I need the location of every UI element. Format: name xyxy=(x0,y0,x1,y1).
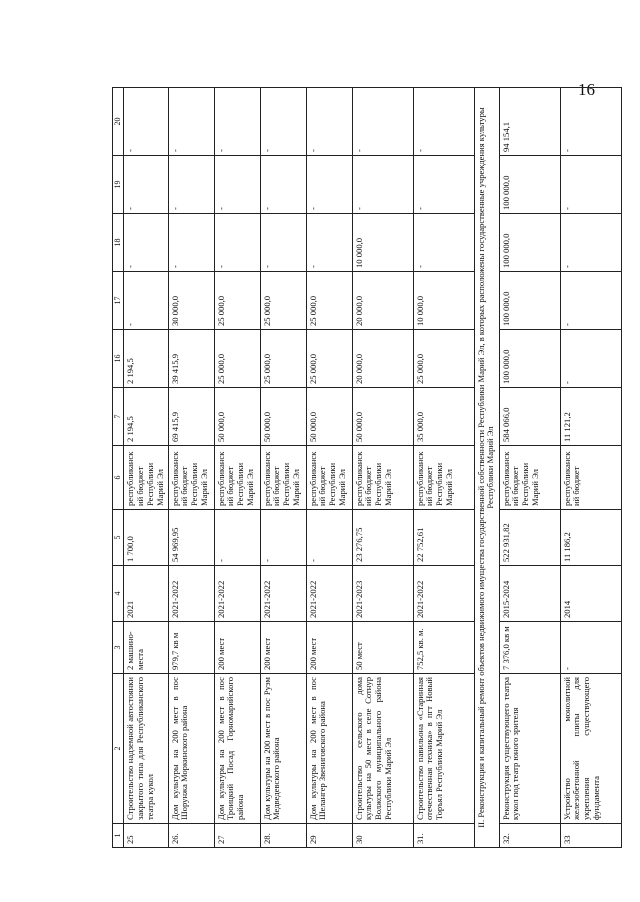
estimated-cost-cell: - xyxy=(214,510,260,566)
col-number: 1 xyxy=(113,824,124,848)
estimated-cost-cell: 522 931,82 xyxy=(499,510,560,566)
amount-2022-cell: 25 000,0 xyxy=(306,272,352,330)
years-cell: 2021-2022 xyxy=(306,566,352,622)
amount-2024-cell: - xyxy=(260,156,306,214)
amount-2022-cell: 20 000,0 xyxy=(352,272,413,330)
table-row xyxy=(124,88,169,848)
row-number-cell: 33 xyxy=(560,824,621,848)
amount-2021-cell: 20 000,0 xyxy=(352,330,413,388)
amount-2022-cell: 25 000,0 xyxy=(260,272,306,330)
col-number: 19 xyxy=(113,156,124,214)
object-name-cell: Дом культуры на 200 мест в пос Руэм Медведевского района xyxy=(260,674,306,824)
total-amount-cell: 11 121,2 xyxy=(560,388,621,446)
col-number: 18 xyxy=(113,214,124,272)
years-cell: 2021-2022 xyxy=(260,566,306,622)
row-number-cell: 27 xyxy=(214,824,260,848)
years-cell: 2015-2024 xyxy=(499,566,560,622)
total-amount-cell: 50 000,0 xyxy=(306,388,352,446)
total-amount-cell: 50 000,0 xyxy=(214,388,260,446)
capacity-cell: 752,5 кв. м. xyxy=(413,622,474,674)
section-heading-row xyxy=(474,88,499,848)
object-name-cell: Устройство монолитной железобетонной плиты для укрепления существующего фундамента xyxy=(560,674,621,824)
years-cell: 2021-2022 xyxy=(214,566,260,622)
amount-2025-cell: - xyxy=(413,88,474,156)
col-number: 3 xyxy=(113,622,124,674)
row-number-cell: 26. xyxy=(168,824,214,848)
table-row xyxy=(214,88,260,848)
col-number: 2 xyxy=(113,674,124,824)
amount-2021-cell: 25 000,0 xyxy=(413,330,474,388)
amount-2022-cell: 100 000,0 xyxy=(499,272,560,330)
capacity-cell: 200 мест xyxy=(306,622,352,674)
amount-2024-cell: - xyxy=(560,156,621,214)
estimated-cost-cell: 1 700,0 xyxy=(124,510,169,566)
amount-2025-cell: - xyxy=(260,88,306,156)
col-number: 17 xyxy=(113,272,124,330)
capacity-cell: 2 машино-места xyxy=(124,622,169,674)
objects-table xyxy=(112,87,622,848)
estimated-cost-cell: 54 969,95 xyxy=(168,510,214,566)
amount-2023-cell: - xyxy=(260,214,306,272)
years-cell: 2021-2022 xyxy=(168,566,214,622)
funding-source-cell: республиканский бюджет Республики Марий Эл xyxy=(306,446,352,510)
amount-2021-cell: - xyxy=(560,330,621,388)
object-name-cell: Дом культуры на 200 мест в пос Шорунжа Моркинского района xyxy=(168,674,214,824)
amount-2025-cell: - xyxy=(560,88,621,156)
amount-2022-cell: 25 000,0 xyxy=(214,272,260,330)
col-number: 16 xyxy=(113,330,124,388)
amount-2021-cell: 2 194,5 xyxy=(124,330,169,388)
table-row xyxy=(168,88,214,848)
amount-2022-cell: 10 000,0 xyxy=(413,272,474,330)
amount-2024-cell: - xyxy=(214,156,260,214)
amount-2021-cell: 39 415,9 xyxy=(168,330,214,388)
amount-2022-cell: - xyxy=(560,272,621,330)
amount-2024-cell: 100 000,0 xyxy=(499,156,560,214)
section-heading: II. Реконструкция и капитальный ремонт объектов недвижимого имущества государственной собственности Республики Марий Эл, в которых расположены государственные учреждения культуры Республики Марий Эл xyxy=(474,88,499,848)
page-number: 16 xyxy=(578,80,595,99)
table-row xyxy=(306,88,352,848)
amount-2023-cell: - xyxy=(560,214,621,272)
estimated-cost-cell: - xyxy=(306,510,352,566)
table-row xyxy=(499,88,560,848)
col-number: 6 xyxy=(113,446,124,510)
rotated-table-container xyxy=(112,48,640,848)
amount-2021-cell: 25 000,0 xyxy=(260,330,306,388)
table-row xyxy=(352,88,413,848)
years-cell: 2021 xyxy=(124,566,169,622)
col-number: 20 xyxy=(113,88,124,156)
table-row xyxy=(413,88,474,848)
row-number-cell: 28. xyxy=(260,824,306,848)
amount-2025-cell: 94 154,1 xyxy=(499,88,560,156)
capacity-cell: - xyxy=(560,622,621,674)
amount-2023-cell: 100 000,0 xyxy=(499,214,560,272)
funding-source-cell: республиканский бюджет Республики Марий Эл xyxy=(499,446,560,510)
estimated-cost-cell: 22 752,61 xyxy=(413,510,474,566)
amount-2025-cell: - xyxy=(306,88,352,156)
years-cell: 2021-2022 xyxy=(413,566,474,622)
amount-2024-cell: - xyxy=(168,156,214,214)
total-amount-cell: 35 000,0 xyxy=(413,388,474,446)
amount-2024-cell: - xyxy=(413,156,474,214)
years-cell: 2021-2023 xyxy=(352,566,413,622)
amount-2023-cell: - xyxy=(124,214,169,272)
amount-2023-cell: 10 000,0 xyxy=(352,214,413,272)
funding-source-cell: республиканский бюджет Республики Марий Эл xyxy=(168,446,214,510)
amount-2024-cell: - xyxy=(124,156,169,214)
funding-source-cell: республиканский бюджет Республики Марий Эл xyxy=(260,446,306,510)
capacity-cell: 979,7 кв м xyxy=(168,622,214,674)
funding-source-cell: республиканский бюджет Республики Марий Эл xyxy=(352,446,413,510)
amount-2025-cell: - xyxy=(352,88,413,156)
row-number-cell: 31. xyxy=(413,824,474,848)
row-number-cell: 30 xyxy=(352,824,413,848)
amount-2023-cell: - xyxy=(168,214,214,272)
funding-source-cell: республиканский бюджет Республики Марий Эл xyxy=(124,446,169,510)
funding-source-cell: республиканский бюджет xyxy=(560,446,621,510)
col-number: 7 xyxy=(113,388,124,446)
table-row xyxy=(560,88,621,848)
years-cell: 2014 xyxy=(560,566,621,622)
estimated-cost-cell: - xyxy=(260,510,306,566)
amount-2021-cell: 25 000,0 xyxy=(214,330,260,388)
amount-2023-cell: - xyxy=(306,214,352,272)
estimated-cost-cell: 11 186,2 xyxy=(560,510,621,566)
amount-2021-cell: 100 000,0 xyxy=(499,330,560,388)
col-number: 5 xyxy=(113,510,124,566)
amount-2025-cell: - xyxy=(124,88,169,156)
amount-2022-cell: - xyxy=(124,272,169,330)
object-name-cell: Дом культуры на 200 мест в пос Троицкий Посад Горномарийского района xyxy=(214,674,260,824)
object-name-cell: Дом культуры на 200 мест в пос Шелангер Звениговского района xyxy=(306,674,352,824)
total-amount-cell: 50 000,0 xyxy=(260,388,306,446)
total-amount-cell: 50 000,0 xyxy=(352,388,413,446)
capacity-cell: 200 мест xyxy=(214,622,260,674)
total-amount-cell: 69 415,9 xyxy=(168,388,214,446)
table-row xyxy=(260,88,306,848)
row-number-cell: 29 xyxy=(306,824,352,848)
amount-2024-cell: - xyxy=(352,156,413,214)
amount-2025-cell: - xyxy=(168,88,214,156)
total-amount-cell: 584 066,0 xyxy=(499,388,560,446)
capacity-cell: 200 мест xyxy=(260,622,306,674)
object-name-cell: Строительство павильона «Старинная отечественная техника» в пгт Новый Торъял Республики Марий Эл xyxy=(413,674,474,824)
amount-2025-cell: - xyxy=(214,88,260,156)
capacity-cell: 7 376,0 кв м xyxy=(499,622,560,674)
capacity-cell: 50 мест xyxy=(352,622,413,674)
estimated-cost-cell: 23 276,75 xyxy=(352,510,413,566)
row-number-cell: 32. xyxy=(499,824,560,848)
table-body xyxy=(113,88,622,848)
amount-2023-cell: - xyxy=(214,214,260,272)
funding-source-cell: республиканский бюджет Республики Марий Эл xyxy=(413,446,474,510)
column-number-row xyxy=(113,88,124,848)
amount-2022-cell: 30 000,0 xyxy=(168,272,214,330)
row-number-cell: 25 xyxy=(124,824,169,848)
funding-source-cell: республиканский бюджет Республики Марий Эл xyxy=(214,446,260,510)
amount-2024-cell: - xyxy=(306,156,352,214)
object-name-cell: Строительство надземной автостоянки закрытого типа для Республиканского театра кукол xyxy=(124,674,169,824)
col-number: 4 xyxy=(113,566,124,622)
object-name-cell: Строительство сельского дома культуры на 50 мест в селе Сотнур Волжского муниципального района Республики Марий Эл xyxy=(352,674,413,824)
amount-2023-cell: - xyxy=(413,214,474,272)
object-name-cell: Реконструкция существующего театра кукол под театр юного зрителя xyxy=(499,674,560,824)
total-amount-cell: 2 194,5 xyxy=(124,388,169,446)
amount-2021-cell: 25 000,0 xyxy=(306,330,352,388)
